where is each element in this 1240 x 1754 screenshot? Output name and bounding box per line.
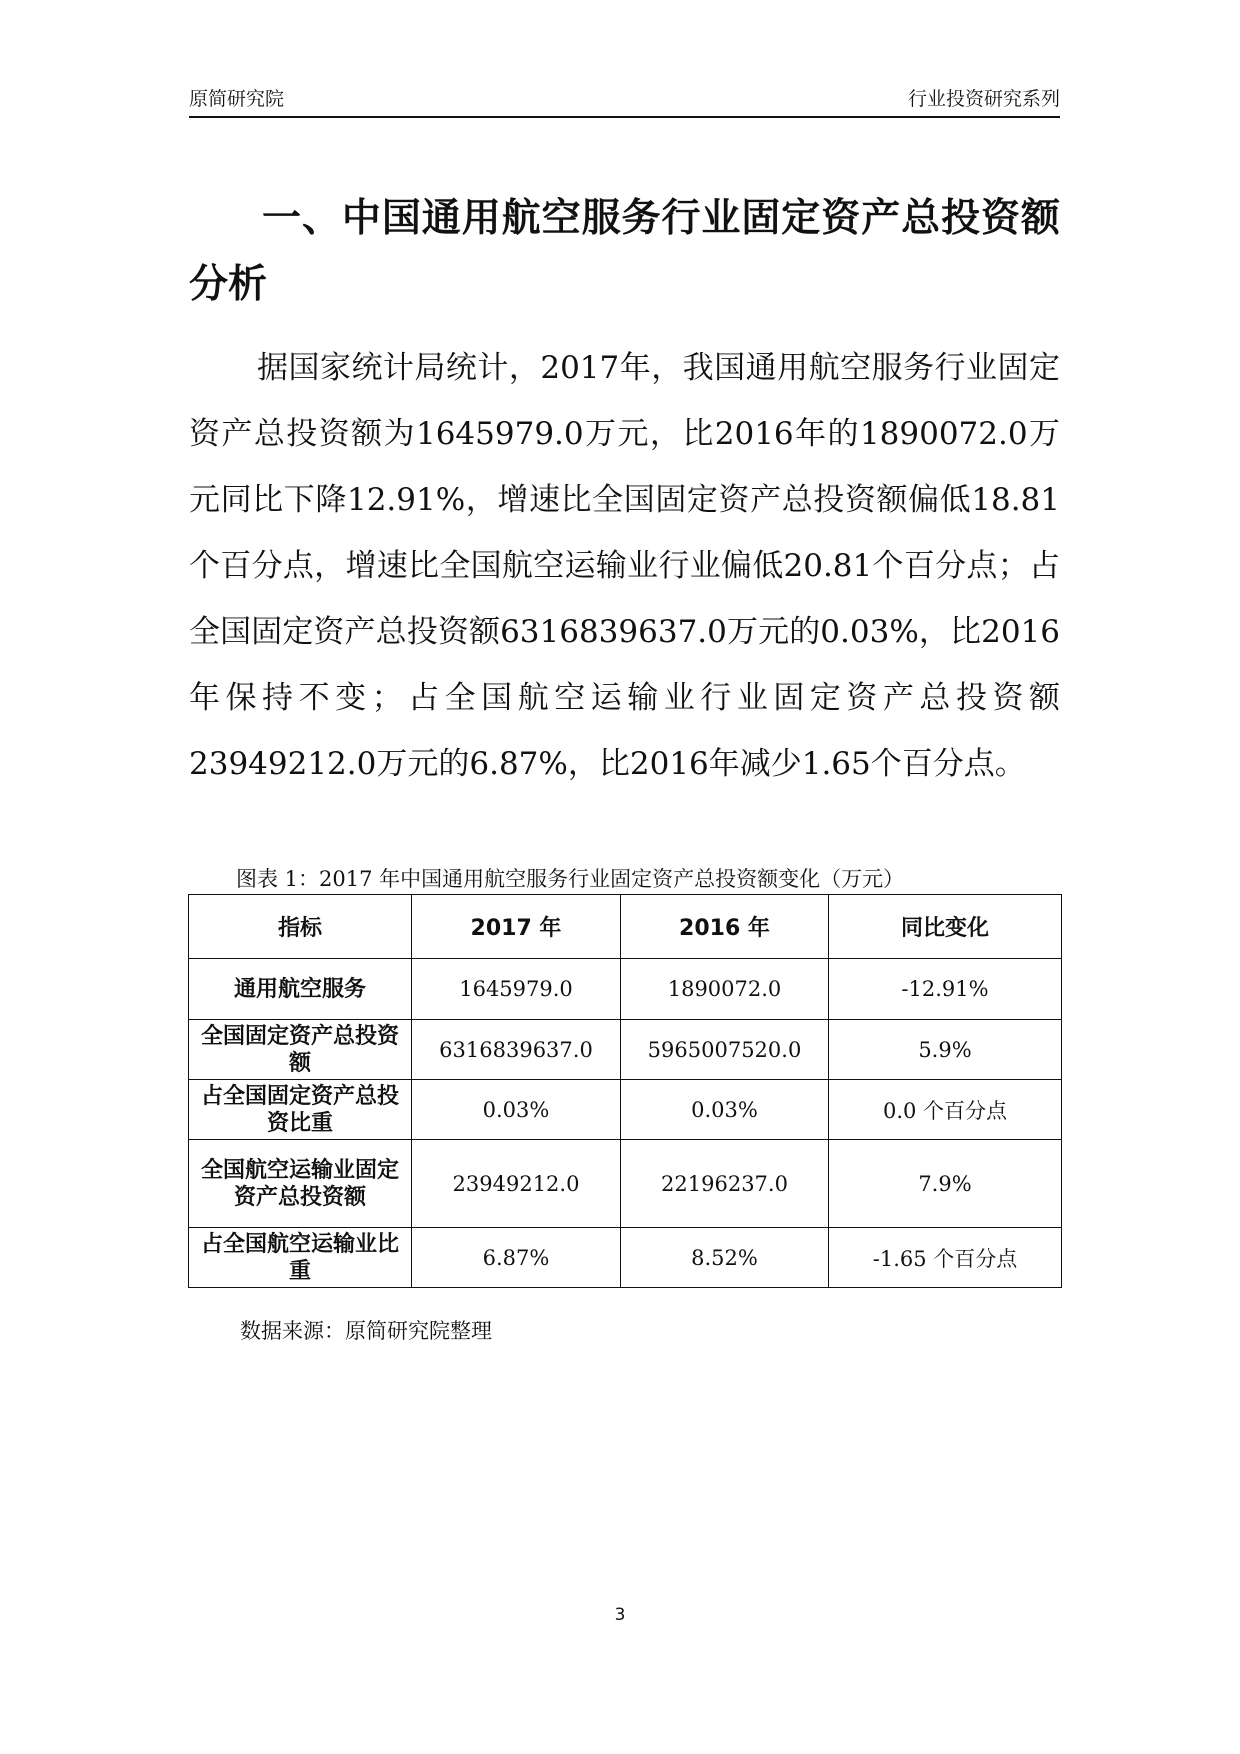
cell-2017: 0.03% [412,1080,621,1140]
header-series-name: 行业投资研究系列 [907,88,1060,110]
row-label: 占全国航空运输业比重 [189,1228,412,1288]
column-header-2017: 2017 年 [412,895,621,959]
row-label: 全国航空运输业固定资产总投资额 [189,1140,412,1228]
row-label: 占全国固定资产总投资比重 [189,1080,412,1140]
cell-yoy-change: -1.65 个百分点 [829,1228,1062,1288]
cell-2016: 0.03% [621,1080,829,1140]
section-title: 一、中国通用航空服务行业固定资产总投资额分析 [189,196,1060,307]
column-header-indicator: 指标 [189,895,412,959]
cell-2016: 5965007520.0 [621,1020,829,1080]
cell-yoy-change: 5.9% [829,1020,1062,1080]
cell-2017: 23949212.0 [412,1140,621,1228]
page-number: 3 [614,1605,626,1625]
table-row [189,1140,1062,1228]
column-header-2016: 2016 年 [621,895,829,959]
cell-2016: 8.52% [621,1228,829,1288]
cell-2017: 6.87% [412,1228,621,1288]
cell-2017: 6316839637.0 [412,1020,621,1080]
table-row [189,1020,1062,1080]
body-paragraph: 据国家统计局统计，2017年，我国通用航空服务行业固定资产总投资额为1645979.0万元，比2016年的1890072.0万元同比下降12.91%，增速比全国固定资产总投资额偏低18.81个百分点，增速比全国航空运输业行业偏低20.81个百分点；占全国固定资产总投资额6316839637.0万元的0.03%，比2016年保持不变；占全国航空运输业行业固定资产总投资额23949212.0万元的6.87%，比2016年减少1.65个百分点。 [189,350,1060,782]
table-row [189,1228,1062,1288]
page-header [189,84,1060,114]
row-label: 全国固定资产总投资额 [189,1020,412,1080]
column-header-yoy-change: 同比变化 [829,895,1062,959]
row-label: 通用航空服务 [189,959,412,1020]
cell-yoy-change: -12.91% [829,959,1062,1020]
header-org-name: 原简研究院 [189,88,285,110]
investment-table [188,894,1062,1288]
table-row [189,959,1062,1020]
table-header-row [189,895,1062,959]
cell-yoy-change: 7.9% [829,1140,1062,1228]
cell-2017: 1645979.0 [412,959,621,1020]
header-divider [189,116,1060,118]
table-caption: 图表 1：2017 年中国通用航空服务行业固定资产总投资额变化（万元） [236,867,905,891]
cell-yoy-change: 0.0 个百分点 [829,1080,1062,1140]
cell-2016: 1890072.0 [621,959,829,1020]
data-source-note: 数据来源：原简研究院整理 [240,1319,492,1343]
table-row [189,1080,1062,1140]
cell-2016: 22196237.0 [621,1140,829,1228]
